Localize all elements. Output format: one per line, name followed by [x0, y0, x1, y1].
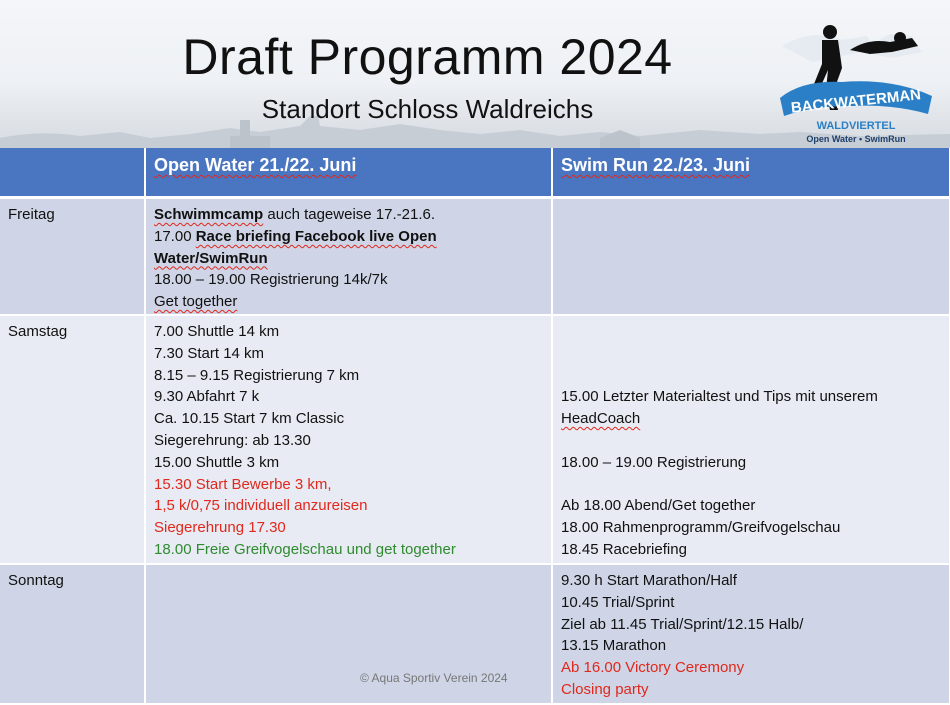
- table-row: [0, 198, 950, 316]
- list-item: 18.45 Racebriefing: [561, 540, 687, 558]
- list-item: Ab 16.00 Victory Ceremony: [561, 659, 745, 677]
- table-header-row: [0, 148, 950, 198]
- list-item: Siegerehrung 17.30: [154, 519, 286, 537]
- list-item: 7.00 Shuttle 14 km: [154, 323, 280, 340]
- page-subtitle: Standort Schloss Waldreichs: [261, 94, 594, 124]
- logo-wordmark: BACKWATERMAN: [790, 86, 922, 117]
- list-item: Closing party: [561, 680, 649, 698]
- logo-region: WALDVIERTEL: [816, 120, 896, 132]
- list-item: 15.30 Start Bewerbe 3 km,: [154, 475, 332, 493]
- list-item: Schwimmcamp auch tageweise 17.-21.6.: [154, 206, 436, 223]
- cell-freitag-open-water: [145, 198, 552, 316]
- list-item: 17.00 Race briefing Facebook live Open: [154, 227, 437, 245]
- program-table: [0, 148, 950, 705]
- list-item: 13.15 Marathon: [561, 637, 667, 655]
- header-cell-open-water: Open Water 21./22. Juni: [145, 148, 552, 198]
- cell-samstag-swim-run: [552, 315, 950, 564]
- day-label-sonntag: Sonntag: [0, 564, 145, 704]
- cell-freitag-swim-run: [552, 198, 950, 316]
- list-item: 18.00 Rahmenprogramm/Greifvogelschau: [561, 519, 841, 537]
- list-item: Ziel ab 11.45 Trial/Sprint/12.15 Halb/: [561, 615, 804, 633]
- copyright-notice: © Aqua Sportiv Verein 2024: [360, 671, 508, 685]
- list-item: 9.30 h Start Marathon/Half: [561, 572, 737, 589]
- list-item: 10.45 Trial/Sprint: [561, 593, 675, 611]
- header-cell-swim-run: Swim Run 22./23. Juni: [552, 148, 950, 198]
- table-row: [0, 315, 950, 564]
- logo-tagline: Open Water • SwimRun: [806, 134, 906, 144]
- list-item: 18.00 Freie Greifvogelschau und get together: [154, 540, 456, 558]
- list-item: 8.15 – 9.15 Registrierung 7 km: [154, 366, 360, 384]
- backwaterman-logo: [772, 18, 938, 146]
- cell-sonntag-swim-run: [552, 564, 950, 704]
- day-label-freitag: Freitag: [0, 198, 145, 316]
- cell-samstag-open-water: [145, 315, 552, 564]
- slide-header: [0, 0, 950, 148]
- page-title: Draft Programm 2024: [182, 29, 673, 85]
- list-item: Ab 18.00 Abend/Get together: [561, 497, 756, 515]
- list-item: Siegerehrung: ab 13.30: [154, 431, 311, 449]
- day-label-samstag: Samstag: [0, 315, 145, 564]
- list-item: Get together: [154, 293, 238, 311]
- list-item: 18.00 – 19.00 Registrierung 14k/7k: [154, 271, 388, 289]
- list-item: 9.30 Abfahrt 7 k: [154, 388, 260, 406]
- list-item: 15.00 Shuttle 3 km: [154, 453, 280, 471]
- list-item: 15.00 Letzter Materialtest und Tips mit unserem: [561, 388, 878, 406]
- list-item: 1,5 k/0,75 individuell anzureisen: [154, 497, 368, 515]
- list-item: HeadCoach: [561, 410, 641, 428]
- list-item: 7.30 Start 14 km: [154, 344, 265, 362]
- list-item: Water/SwimRun: [154, 249, 268, 267]
- header-cell-empty: [0, 148, 145, 198]
- list-item: Ca. 10.15 Start 7 km Classic: [154, 410, 345, 428]
- list-item: 18.00 – 19.00 Registrierung: [561, 453, 747, 471]
